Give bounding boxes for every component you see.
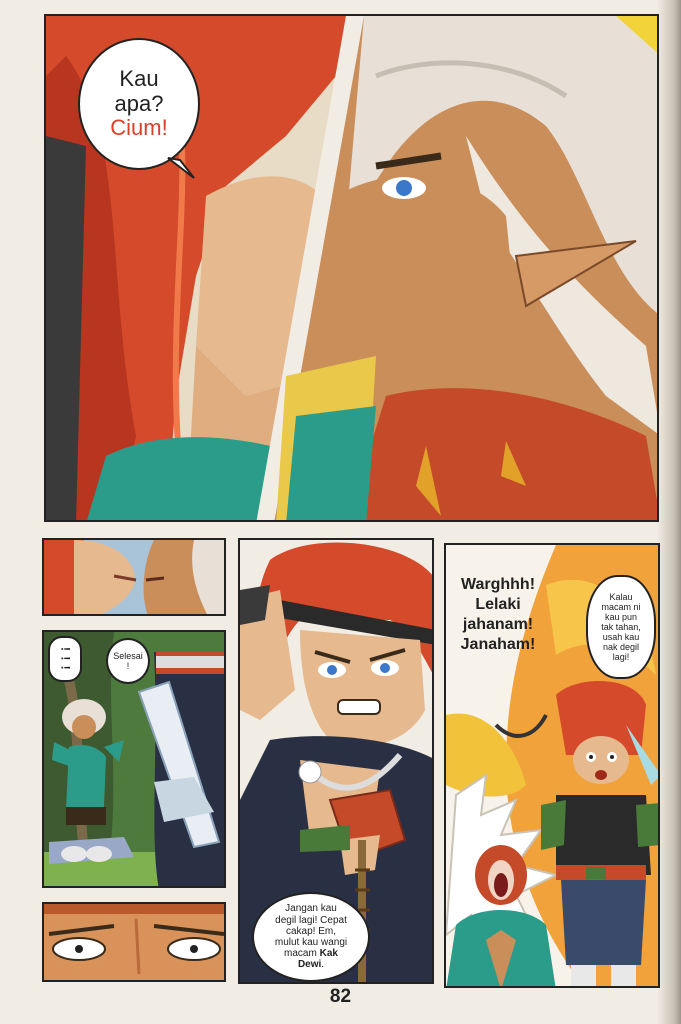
speech-line: Selesai xyxy=(113,650,143,661)
speech-line: Jangan kau xyxy=(285,903,337,915)
bubble-dots-text: ! ! ! xyxy=(58,647,73,671)
panel-kiss-closeup xyxy=(44,14,659,522)
speech-bubble-jangan-kau-degil xyxy=(252,892,370,982)
speech-bubble-kalau-macam-ni xyxy=(586,575,656,679)
panel-eyes-closeup xyxy=(42,902,226,982)
speech-line: mulut kau wangi xyxy=(274,937,348,948)
speech-line: apa? xyxy=(114,90,164,116)
speech-line: ! xyxy=(126,661,130,671)
speech-line-kak xyxy=(284,948,338,959)
shout-line: Lelaki xyxy=(475,596,521,613)
speech-bubble-kau-apa xyxy=(78,38,200,170)
panel-forest-elf-sitting xyxy=(42,630,226,888)
speech-text: macam xyxy=(284,948,320,960)
speech-line: nak degil xyxy=(602,642,640,653)
eyes-closeup-art xyxy=(44,904,226,982)
speech-line: Kalau xyxy=(609,591,633,602)
speech-line-accent: Cium! xyxy=(110,115,168,141)
speech-line: degil lagi! Cepat xyxy=(275,914,347,926)
speech-line: macam ni xyxy=(601,601,641,612)
page-number: 82 xyxy=(329,986,352,1007)
shout-line: jahanam! xyxy=(462,616,534,633)
speech-bold: Kak xyxy=(319,948,338,960)
speech-line: Kau xyxy=(119,66,159,92)
shout-text-warghhh xyxy=(448,575,548,655)
panel-hammer-hit xyxy=(444,543,660,988)
speech-line: kau pun xyxy=(604,611,638,622)
lips-closeup-art xyxy=(44,540,226,616)
speech-line: usah kau xyxy=(602,632,640,643)
speech-line: lagi! xyxy=(612,652,630,663)
speech-line: cakap! Em, xyxy=(285,925,337,937)
speech-bubble-selesai xyxy=(106,638,150,684)
bubble-tail xyxy=(166,156,196,186)
panel-angry-redhead xyxy=(238,538,434,984)
shout-line: Janaham! xyxy=(460,636,536,653)
panel-lips-closeup xyxy=(42,538,226,616)
shout-line: Warghhh! xyxy=(460,576,536,593)
speech-line: tak tahan, xyxy=(601,621,641,632)
speech-bold: Dewi xyxy=(297,959,322,971)
book-spine-shadow xyxy=(657,0,681,1024)
speech-line-dewi xyxy=(298,959,324,970)
thought-bubble-dots xyxy=(48,636,82,682)
speech-text: . xyxy=(321,959,325,971)
